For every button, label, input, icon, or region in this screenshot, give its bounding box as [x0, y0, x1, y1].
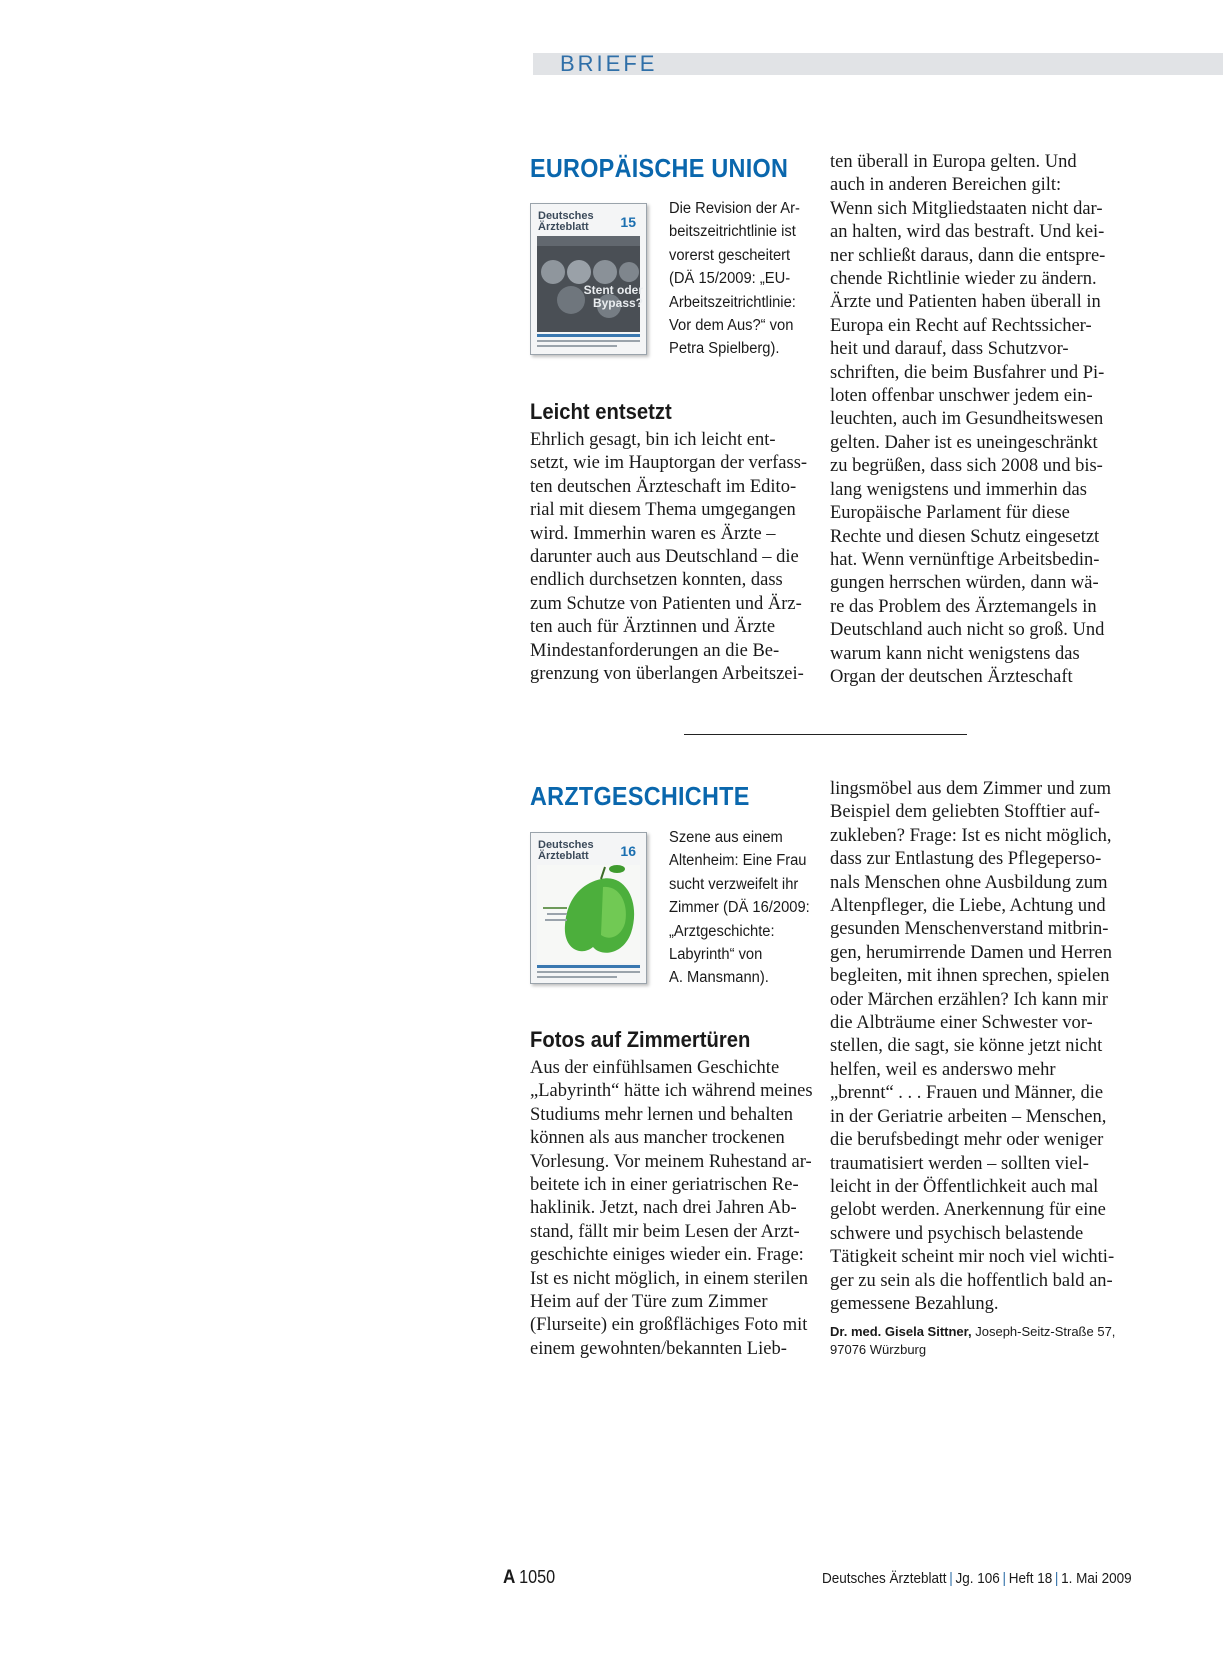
letter-signature: [830, 1323, 1130, 1359]
publication-info: Deutsches Ärzteblatt | Jg. 106 | Heft 18 | 1. Mai 2009: [822, 1570, 1132, 1587]
page-prefix: A: [503, 1567, 516, 1588]
issue-date: 1. Mai 2009: [1061, 1570, 1132, 1587]
cover-16-artwork: [531, 833, 646, 983]
section-divider: [684, 734, 967, 735]
cover-title: Deutsches Ärzteblatt: [538, 210, 594, 233]
journal-name: Deutsches Ärzteblatt: [822, 1570, 947, 1587]
cover-issue-number: 16: [620, 843, 636, 859]
letter-text-col1: Aus der einfühlsamen Geschichte „Labyrinth“ hätte ich während meines Studiums mehr lernen und behalten können als aus mancher trockenen Vorlesung. Vor meinem Ruhestand ar- beitete ich in einer geriatrischen Re- haklinik. Jetzt, nach drei Jahren Ab- stand, fällt mir beim Lesen der Arzt- geschichte einiges wieder ein. Frage: Ist es nicht möglich, in einem sterilen Heim auf der Türe zum Zimmer (Flurseite) ein großflächiges Foto mit einem gewohnten/bekannten Lieb-: [530, 1058, 813, 1359]
cover-title: Deutsches Ärzteblatt: [538, 839, 594, 862]
letter-text-col2: ten überall in Europa gelten. Und auch in anderen Bereichen gilt: Wenn sich Mitgliedstaaten nicht dar- an halten, wird das bestraft. Und kei- ner schließt daraus, dann die entspre- chende Richtlinie wieder zu ändern. Ärzte und Patienten haben überall in Europa ein Recht auf Rechtssicher- heit und darauf, dass Schutzvor- schriften, die beim Busfahrer und Pi- loten offenbar unschwer jedem ein- leuchten, auch im Gesundheitswesen gelten. Daher ist es uneingeschränkt zu begrüßen, dass sich 2008 und bis- lang wenigstens und immerhin das Europäische Parlament für diese Rechte und diesen Schutz eingesetzt hat. Wenn vernünftige Arbeitsbedin- gungen herrschen würden, dann wä- re das Problem des Ärztemangels in Deutschland auch nicht so groß. Und warum kann nicht wenigstens das Organ der deutschen Ärzteschaft: [830, 152, 1106, 687]
article-heading-eu: EUROPÄISCHE UNION: [530, 153, 789, 183]
letter-text-col2: lingsmöbel aus dem Zimmer und zum Beispiel dem geliebten Stofftier auf- zukleben? Frage: Ist es nicht möglich, dass zur Entlastung des Pflegeperso- nals Menschen ohne Ausbildung zum Altenpfleger, die Liebe, Achtung und gesunden Menschenverstand mitbrin- gen, herumirrende Damen und Herren begleiten, mit ihnen sprechen, spielen oder Märchen erzählen? Ich kann mir die Albträume einer Schwester vor- stellen, die sagt, sie könne jetzt nicht helfen, weil es anderswo mehr „brennt“ . . . Frauen und Männer, die in der Geriatrie arbeiten – Menschen, die berufsbedingt mehr oder weniger traumatisiert werden – sollten viel- leicht in der Öffentlichkeit auch mal gelobt werden. Anerkennung für eine schwere und psychisch belastende Tätigkeit scheint mir noch viel wichti- ger zu sein als die hoffentlich bald an- gemessene Bezahlung.: [830, 779, 1115, 1314]
letter-subheading-1: Leicht entsetzt: [530, 399, 672, 424]
article-caption-eu: Die Revision der Ar- beitszeitrichtlinie ist vorerst gescheitert (DÄ 15/2009: „EU- Arbeitszeitrichtlinie: Vor dem Aus?“ von Petra Spielberg).: [669, 200, 800, 358]
page-number: [503, 1567, 555, 1589]
article-heading-arztgeschichte: ARZTGESCHICHTE: [530, 781, 750, 811]
author-address: Joseph-Seitz-Straße 57, 97076 Würzburg: [830, 1324, 1116, 1357]
article-caption-arztgeschichte: Szene aus einem Altenheim: Eine Frau sucht verzweifelt ihr Zimmer (DÄ 16/2009: „Arztgeschichte: Labyrinth“ von A. Mansmann).: [669, 829, 810, 987]
volume: Jg. 106: [955, 1570, 1000, 1587]
author-name: Dr. med. Gisela Sittner,: [830, 1324, 972, 1339]
cover-headline: Stent oder Bypass?: [583, 283, 643, 310]
letter-subheading-2: Fotos auf Zimmertüren: [530, 1027, 751, 1052]
magazine-cover-15: [530, 203, 647, 355]
cover-issue-number: 15: [620, 214, 636, 230]
cover-15-artwork: [531, 204, 646, 354]
letter-text-col1: Ehrlich gesagt, bin ich leicht ent- setzt, wie im Hauptorgan der verfass- ten deutschen Ärzteschaft im Edito- rial mit diesem Thema umgegangen wird. Immerhin waren es Ärzte – darunter auch aus Deutschland – die endlich durchsetzen konnten, dass zum Schutze von Patienten und Ärz- ten auch für Ärztinnen und Ärzte Mindestanforderungen an die Be- grenzung von überlangen Arbeitszei-: [530, 430, 808, 685]
issue: Heft 18: [1008, 1570, 1053, 1587]
section-label: BRIEFE: [560, 51, 658, 76]
page-number-value: 1050: [519, 1567, 556, 1587]
magazine-cover-16: [530, 832, 647, 984]
